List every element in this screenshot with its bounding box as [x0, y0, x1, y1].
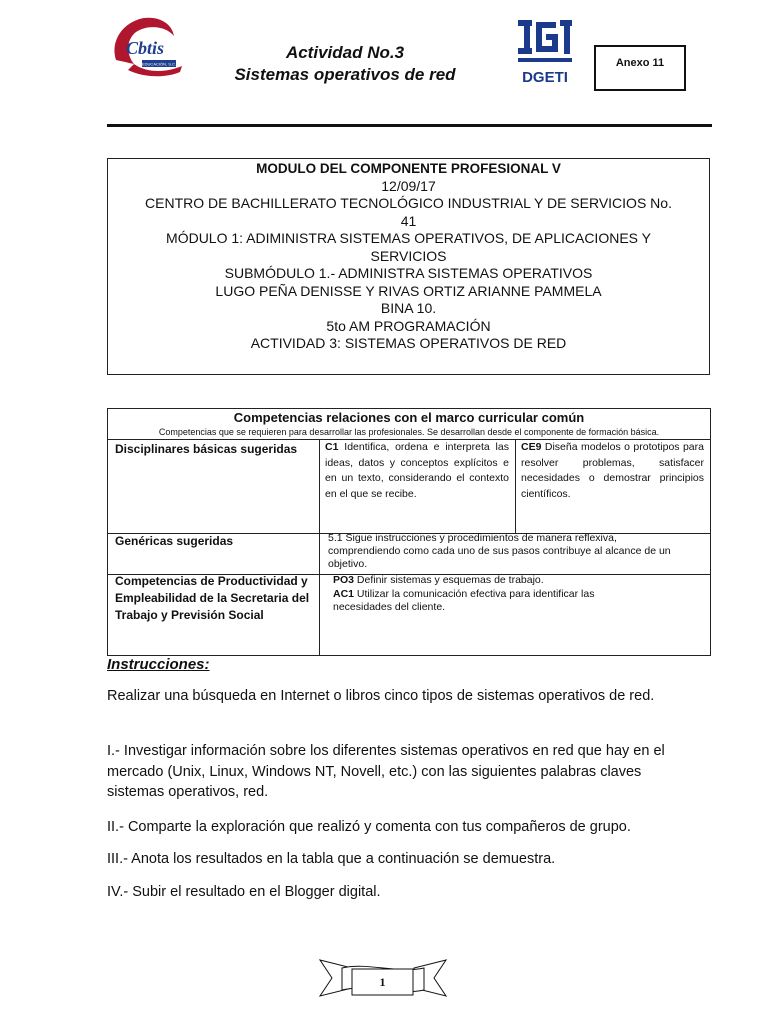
module-title: MODULO DEL COMPONENTE PROFESIONAL V	[256, 161, 561, 176]
competency-po3	[333, 574, 633, 588]
competency-ac1-text: Utilizar la comunicación efectiva para identificar las necesidades del cliente.	[333, 587, 595, 613]
date: 12/09/17	[381, 177, 436, 194]
team: BINA 10.	[380, 300, 437, 316]
competency-ac1	[333, 588, 633, 615]
cbtis-logo-text: Cbtis	[126, 38, 165, 58]
instructions-intro: Realizar una búsqueda en Internet o libros cinco tipos de sistemas operativos de red.	[107, 688, 655, 704]
row-label-genericas: Genéricas sugeridas	[115, 534, 234, 548]
module1-line2: SERVICIOS	[370, 247, 447, 264]
instruction-step-4: IV.- Subir el resultado en el Blogger digital.	[107, 884, 381, 900]
annex-label: Anexo 11	[594, 45, 686, 91]
competency-po3-code: PO3	[333, 574, 355, 586]
instruction-step-1: I.- Investigar información sobre los diferentes sistemas operativos en red que hay en el mercado (Unix, Linux, Windows NT, Novell, etc.) con las siguientes palabras claves sistemas operativos, red.	[107, 743, 665, 800]
school-name-line1: CENTRO DE BACHILLERATO TECNOLÓGICO INDUSTRIAL Y DE SERVICIOS No.	[145, 195, 672, 211]
competency-ce9-text: Diseña modelos o prototipos para resolver problemas, satisfacer necesidades o demostrar principios científicos.	[521, 441, 704, 500]
cbtis-logo	[108, 14, 184, 78]
instructions-heading: Instrucciones:	[107, 656, 210, 673]
school-name-line2: 41	[400, 212, 417, 229]
title-line-1: Actividad No.3	[285, 43, 405, 62]
title-line-2: Sistemas operativos de red	[234, 65, 456, 84]
group: 5to AM PROGRAMACIÓN	[326, 317, 491, 334]
competencies-table	[107, 408, 711, 656]
instruction-step-3: III.- Anota los resultados en la tabla que a continuación se demuestra.	[107, 851, 556, 867]
page-number: 1	[379, 975, 386, 989]
header-divider	[107, 124, 712, 127]
competency-c1	[325, 440, 509, 502]
activity: ACTIVIDAD 3: SISTEMAS OPERATIVOS DE RED	[250, 335, 567, 351]
row-label-productividad: Competencias de Productividad y Empleabilidad de la Secretaria del Trabajo y Previsión Social	[115, 574, 310, 622]
competency-ce9-code: CE9	[521, 441, 542, 453]
table-column-rule	[319, 439, 320, 655]
student-names: LUGO PEÑA DENISSE Y RIVAS ORTIZ ARIANNE PAMMELA	[215, 282, 602, 299]
dgeti-label: DGETI	[522, 69, 568, 86]
table-column-rule	[515, 439, 516, 533]
row-label-disciplinares: Disciplinares básicas sugeridas	[115, 442, 298, 456]
cbtis-logo-subtext: EDUCACIÓN, S.C.	[141, 61, 177, 67]
competencies-subtitle: Competencias que se requieren para desarrollar las profesionales. Se desarrollan desde el componente de formación básica.	[158, 427, 660, 437]
dgeti-logo	[514, 18, 576, 88]
competency-po3-text: Definir sistemas y esquemas de trabajo.	[354, 574, 544, 586]
submodule: SUBMÓDULO 1.- ADMINISTRA SISTEMAS OPERATIVOS	[224, 265, 593, 281]
competency-generic-5-1: 5.1 Sigue instrucciones y procedimientos de manera reflexiva, comprendiendo como cada uno de sus pasos contribuye al alcance de un objetivo.	[328, 532, 671, 570]
instruction-step-2: II.- Comparte la exploración que realizó y comenta con tus compañeros de grupo.	[107, 819, 631, 835]
competency-ce9	[521, 440, 704, 502]
competency-po3-ac1	[333, 574, 633, 615]
student-info-box	[107, 158, 710, 375]
competency-c1-text: Identifica, ordena e interpreta las ideas, datos y conceptos explícitos e en un texto, considerando el contexto en el que se recibe.	[325, 441, 509, 500]
competencies-title: Competencias relaciones con el marco curricular común	[233, 410, 585, 425]
module1-line1: MÓDULO 1: ADIMINISTRA SISTEMAS OPERATIVOS, DE APLICACIONES Y	[166, 230, 651, 246]
competency-c1-code: C1	[325, 441, 339, 453]
competency-ac1-code: AC1	[333, 587, 355, 600]
document-title	[200, 42, 490, 86]
